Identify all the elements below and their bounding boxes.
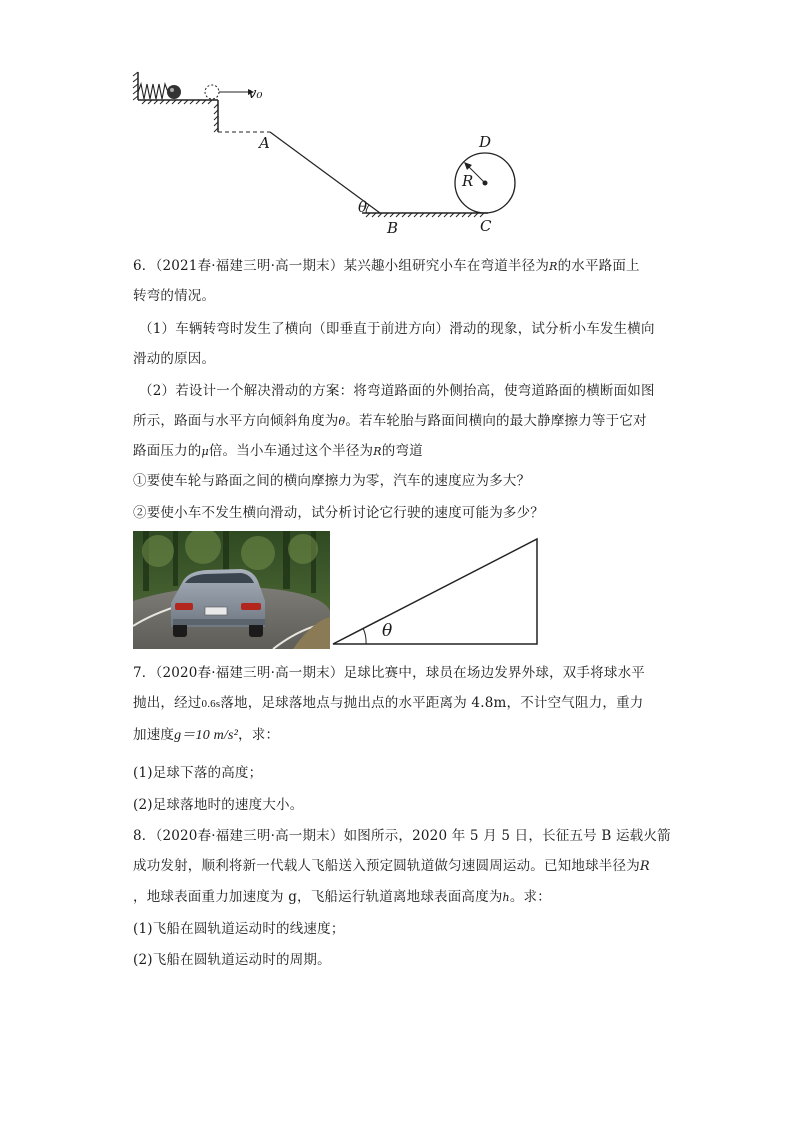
point-b-label: B (387, 219, 399, 237)
q8-line-1: 8．（2020春·福建三明·高一期末）如图所示，2020 年 5 月 5 日，长征五号 B 运载火箭 (133, 828, 671, 844)
q7-line-3: 加速度g＝10 m/s²，求： (133, 727, 280, 743)
q6-part1-line-1: （1）车辆转弯时发生了横向（即垂直于前进方向）滑动的现象，试分析小车发生横向 (139, 321, 655, 337)
q8-line-3: ，地球表面重力加速度为 g，飞船运行轨道离地球表面高度为h。求： (133, 889, 551, 905)
q6-part2-line-2: 所示，路面与水平方向倾斜角度为θ。若车轮胎与路面间横向的最大静摩擦力等于它对 (133, 413, 647, 429)
q6-mu-symbol: μ (201, 445, 209, 458)
figure-spring-ramp-loop (130, 66, 530, 241)
q8-sub-question-2: (2)飞船在圆轨道运动时的周期。 (133, 952, 331, 968)
point-a-label: A (259, 134, 270, 152)
q8-h-symbol: h (502, 891, 510, 904)
triangle-theta-label: θ (382, 621, 393, 641)
car-photo-svg (133, 531, 330, 649)
q6-r-symbol: R (549, 260, 558, 273)
figure-spring-ramp-loop-svg (130, 66, 530, 241)
bank-angle-triangle-svg (330, 537, 542, 647)
q6-theta-symbol: θ (338, 415, 346, 428)
q6-r-symbol-2: R (373, 445, 382, 458)
car-photo (133, 531, 330, 649)
q6-part2-line-1: （2）若设计一个解决滑动的方案：将弯道路面的外侧抬高，使弯道路面的横断面如图 (139, 383, 655, 399)
v0-label: v₀ (248, 84, 263, 102)
q7-time-value: 0.6s (201, 698, 221, 710)
q7-line-2: 抛出，经过0.6s落地，足球落地点与抛出点的水平距离为 4.8m，不计空气阻力，重力 (133, 695, 644, 711)
q6-line-2: 转弯的情况。 (133, 288, 216, 304)
radius-label: R (462, 172, 474, 190)
point-c-label: C (480, 217, 492, 235)
q8-r-symbol: R (639, 859, 650, 874)
theta-label: θ (358, 198, 368, 216)
q6-part2-line-3: 路面压力的μ倍。当小车通过这个半径为R的弯道 (133, 443, 423, 459)
q7-line-1: 7．（2020春·福建三明·高一期末）足球比赛中，球员在场边发界外球，双手将球水平 (133, 665, 645, 681)
q8-sub-question-1: (1)飞船在圆轨道运动时的线速度； (133, 921, 345, 937)
point-d-label: D (479, 133, 492, 151)
q6-line-1: 6．（2021春·福建三明·高一期末）某兴趣小组研究小车在弯道半径为R的水平路面上 (133, 258, 640, 274)
q6-part1-line-2: 滑动的原因。 (133, 351, 216, 367)
q6-sub-question-2: ②要使小车不发生横向滑动，试分析讨论它行驶的速度可能为多少？ (133, 505, 544, 521)
q7-sub-question-1: (1)足球下落的高度； (133, 765, 263, 781)
q8-line-2: 成功发射，顺利将新一代载人飞船送入预定圆轨道做匀速圆周运动。已知地球半径为R (133, 858, 650, 874)
bank-angle-triangle (330, 537, 542, 647)
q7-g-expression: g＝10 m/s² (174, 728, 239, 743)
q6-sub-question-1: ①要使车轮与路面之间的横向摩擦力为零，汽车的速度应为多大？ (133, 473, 531, 489)
q7-sub-question-2: (2)足球落地时的速度大小。 (133, 797, 304, 813)
